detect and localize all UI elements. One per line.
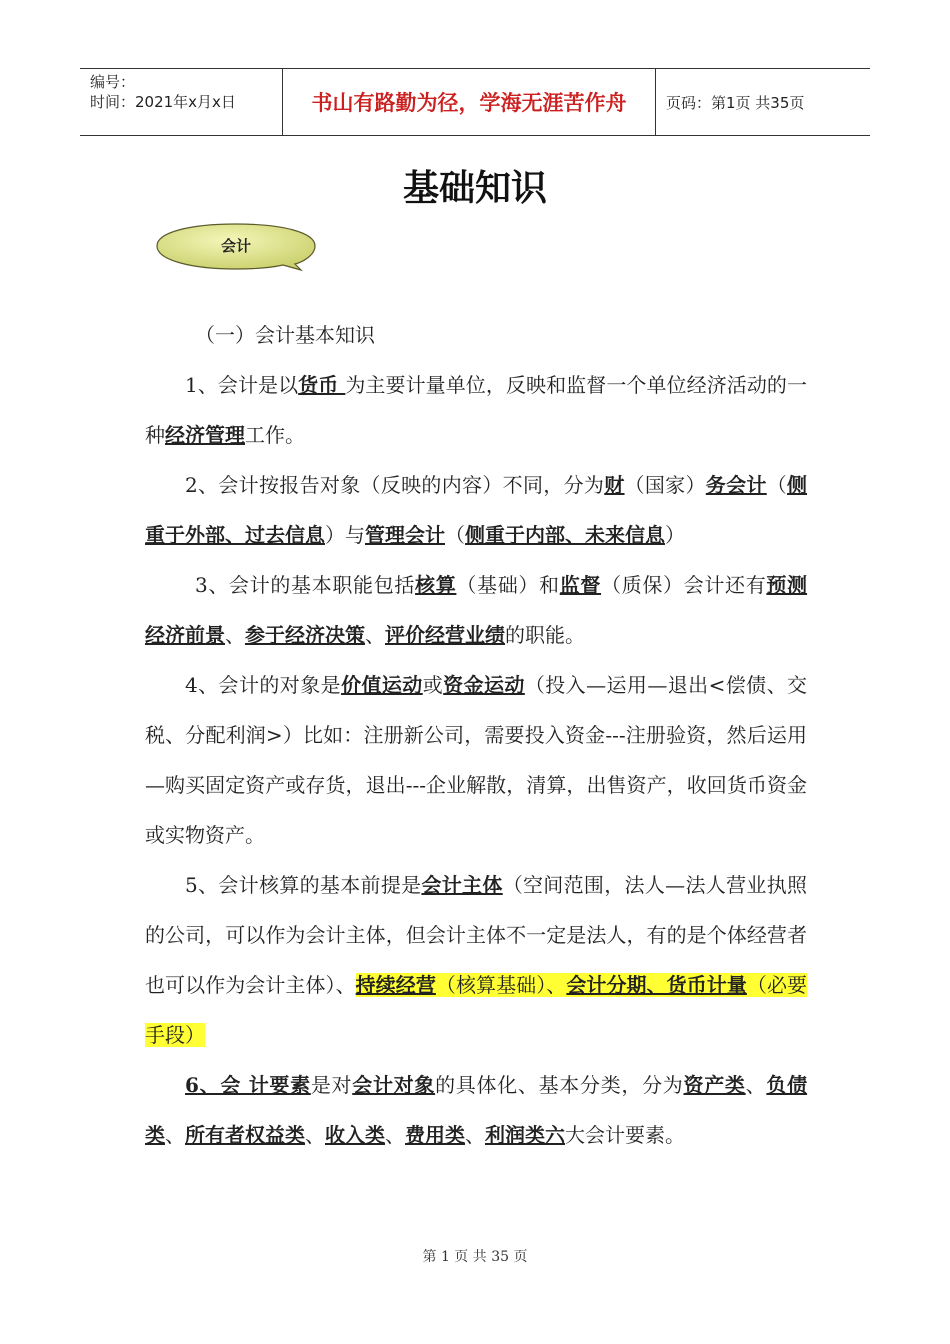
text: 4、会计的对象是	[185, 673, 342, 697]
text: （空间范围，法人—法人营业执照的公司，可以作为会计主体，但会计主体不一定是法人，有的是个体经营者也可以作为会计主体）、	[145, 873, 808, 997]
keyword: 资产类	[683, 1073, 746, 1097]
text: 或	[422, 673, 444, 697]
header-left-cell	[80, 69, 283, 135]
keyword: 会计分期、货币计量	[566, 973, 747, 997]
text: 、	[465, 1123, 485, 1147]
text: 5、会计核算的基本前提是	[185, 873, 422, 897]
text: （	[766, 473, 788, 497]
header-table	[80, 68, 870, 136]
motto-text: 书山有路勤为径，学海无涯苦作舟	[311, 90, 627, 115]
text: 、	[165, 1123, 185, 1147]
text: 为主要计量单位，反映和监督一个单位经济活动的一种	[145, 373, 807, 447]
keyword: 6、会 计要素	[185, 1073, 311, 1097]
text: 大会计要素。	[565, 1123, 685, 1147]
keyword: 负债 类	[145, 1073, 808, 1147]
text: 、	[225, 623, 245, 647]
header-motto-cell	[283, 69, 656, 135]
text: ）	[665, 523, 685, 547]
text: 、	[385, 1123, 405, 1147]
keyword: 财	[604, 473, 625, 497]
keyword: 费用类	[405, 1123, 465, 1147]
paragraph-5	[145, 860, 807, 1060]
keyword: 经济管理	[165, 423, 245, 447]
keyword: 资金运动	[443, 673, 525, 697]
paragraph-4	[145, 660, 807, 860]
text: 、	[305, 1123, 325, 1147]
keyword: 监督	[559, 573, 602, 597]
keyword: 价值运动	[341, 673, 423, 697]
keyword: 所有者权益类	[185, 1123, 305, 1147]
header-page-cell	[656, 69, 870, 135]
text: （必要手段）	[145, 973, 808, 1047]
keyword: 务会计	[705, 473, 767, 497]
keyword: 会计对象	[352, 1073, 436, 1097]
text: （核算基础）、	[435, 973, 567, 997]
page-title: 基础知识	[402, 168, 547, 209]
keyword: 收入类	[325, 1123, 385, 1147]
text: 1、会计是以	[185, 373, 299, 397]
text: 、	[745, 1073, 767, 1097]
keyword: 核算	[415, 573, 457, 597]
page-footer: 第 1 页 共 35 页	[422, 1249, 528, 1265]
keyword: 参于经济决策	[245, 623, 365, 647]
badge-label: 会计	[220, 236, 251, 255]
text: 的具体化、基本分类，分为	[435, 1073, 684, 1097]
keyword: 持续经营	[355, 973, 436, 997]
text: （基础）和	[456, 573, 560, 597]
text: 的职能。	[505, 623, 585, 647]
keyword: 会计主体	[421, 873, 503, 897]
text: （投入—运用—退出<偿债、交税、分配利润>）比如：注册新公司，需要投入资金---注册验资，然后运用—购买固定资产或存货，退出---企业解散，清算，出售资产，收回货币资金或实物资产。	[145, 673, 808, 847]
keyword: 预测经济前景	[145, 573, 808, 647]
text: 工作。	[245, 423, 305, 447]
paragraph-1	[145, 360, 807, 460]
text: 、	[365, 623, 385, 647]
content-body	[145, 310, 807, 1160]
keyword: 评价经营业绩	[385, 623, 505, 647]
text: 3、会计的基本职能包括	[195, 573, 416, 597]
keyword: 侧重于内部、未来信息	[465, 523, 665, 547]
page-info: 页码：第1页 共35页	[666, 93, 805, 112]
time-label: 时间：2021年x月x日	[90, 93, 236, 111]
text: ）与	[325, 523, 365, 547]
keyword: 侧重于外部、过去信息	[145, 473, 808, 547]
text: 2、会计按报告对象（反映的内容）不同，分为	[185, 473, 605, 497]
text: （质保）会计还有	[601, 573, 767, 597]
text: （	[445, 523, 465, 547]
number-label: 编号：	[90, 73, 136, 91]
paragraph-6	[145, 1060, 807, 1160]
keyword: 管理会计	[365, 523, 445, 547]
paragraph-3	[145, 560, 807, 660]
keyword: 货币	[298, 373, 346, 397]
text: 是对	[310, 1073, 353, 1097]
text: （国家）	[624, 473, 706, 497]
keyword: 利润类六	[485, 1123, 565, 1147]
section-heading: （一）会计基本知识	[195, 323, 375, 347]
paragraph-2	[145, 460, 807, 560]
